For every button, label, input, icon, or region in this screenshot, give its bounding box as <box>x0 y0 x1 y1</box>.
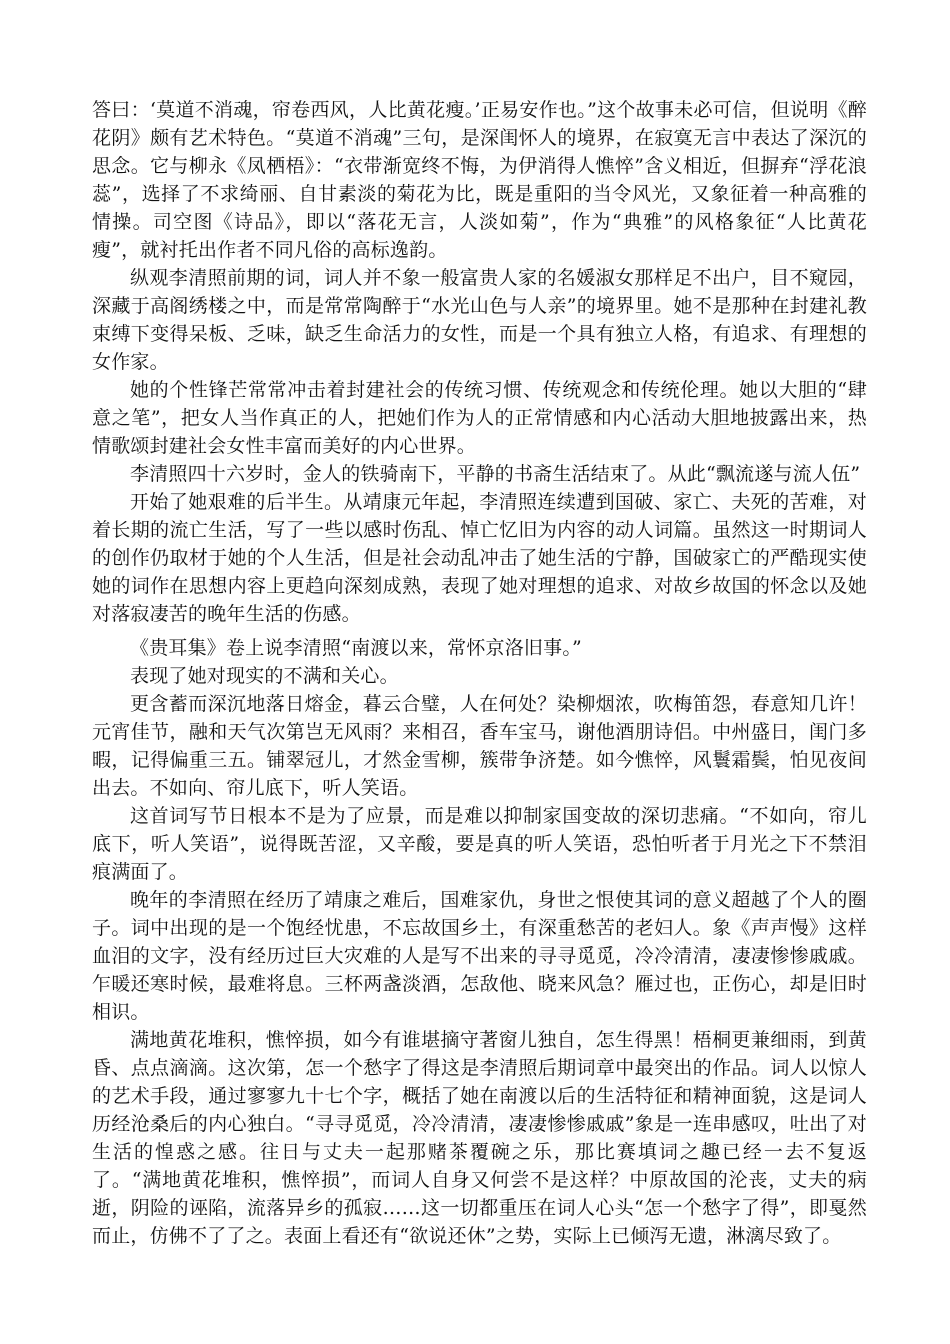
paragraph-2: 纵观李清照前期的词，词人并不象一般富贵人家的名媛淑女那样足不出户，目不窥园，深藏于高阁绣楼之中，而是常常陶醉于“水光山色与人亲”的境界里。她不是那种在封建礼教束缚下变得呆板、乏味，缺乏生命活力的女性，而是一个具有独立人格，有追求、有理想的女作家。 <box>92 267 867 373</box>
paragraph-4: 李清照四十六岁时，金人的铁骑南下，平静的书斋生活结束了。从此“飘流遂与流人伍” <box>130 463 861 485</box>
paragraph-5: 开始了她艰难的后半生。从靖康元年起，李清照连续遭到国破、家亡、夫死的苦难，对着长期的流亡生活，写了一些以感时伤乱、悼亡忆旧为内容的动人词篇。虽然这一时期词人的创作仍取材于她的个人生活，但是社会动乱冲击了她生活的宁静，国破家亡的严酷现实使她的词作在思想内容上更趋向深刻成熟，表现了她对理想的追求、对故乡故国的怀念以及她对落寂凄苦的晚年生活的伤感。 <box>92 491 867 625</box>
paragraph-1: 答曰：‘莫道不消魂，帘卷西风，人比黄花瘦。’正易安作也。”这个故事未必可信，但说明《醉花阴》颇有艺术特色。“莫道不消魂”三句，是深闺怀人的境界，在寂寞无言中表达了深沉的思念。它与柳永《凤栖梧》：“衣带渐宽终不悔，为伊消得人憔悴”含义相近，但摒弃“浮花浪蕊”，选择了不求绮丽、自甘素淡的菊花为比，既是重阳的当令风光，又象征着一种高雅的情操。司空图《诗品》，即以“落花无言，人淡如菊”，作为“典雅”的风格象征“人比黄花瘦”，就衬托出作者不同凡俗的高标逸韵。 <box>92 99 867 261</box>
paragraph-8: 更含蓄而深沉地落日熔金，暮云合璧，人在何处？染柳烟浓，吹梅笛怨，春意知几许！元宵佳节，融和天气次第岂无风雨？来相召，香车宝马，谢他酒朋诗侣。中州盛日，闺门多暇，记得偏重三五。铺翠冠儿，才然金雪柳，簇带争济楚。如今憔悴，风鬟霜鬓，怕见夜间出去。不如向、帘儿底下，听人笑语。 <box>92 693 867 799</box>
paragraph-3: 她的个性锋芒常常冲击着封建社会的传统习惯、传统观念和传统伦理。她以大胆的“肆意之笔”，把女人当作真正的人，把她们作为人的正常情感和内心活动大胆地披露出来，热情歌颂封建社会女性丰富而美好的内心世界。 <box>92 379 867 457</box>
paragraph-7: 表现了她对现实的不满和关心。 <box>130 665 399 687</box>
paragraph-11: 满地黄花堆积，憔悴损，如今有谁堪摘守著窗儿独自，怎生得黑！梧桐更兼细雨，到黄昏、点点滴滴。这次第，怎一个愁字了得这是李清照后期词章中最突出的作品。词人以惊人的艺术手段，通过寥寥九十七个字，概括了她在南渡以后的生活特征和精神面貌，这是词人历经沧桑后的内心独白。“寻寻觅觅，冷冷清清，凄凄惨惨戚戚”象是一连串感叹，吐出了对生活的惶惑之感。往日与丈夫一起那赌茶覆碗之乐，那比赛填词之趣已经一去不复返了。“满地黄花堆积，憔悴损”，而词人自身又何尝不是这样？中原故国的沦丧，丈夫的病逝，阴险的诬陷，流落异乡的孤寂……这一切都重压在词人心头“怎一个愁字了得”，即戛然而止，仿佛不了了之。表面上看还有“欲说还休”之势，实际上已倾泻无遗，淋漓尽致了。 <box>92 1029 867 1247</box>
paragraph-9: 这首词写节日根本不是为了应景，而是难以抑制家国变故的深切悲痛。“不如向，帘儿底下，听人笑语”，说得既苦涩，又辛酸，要是真的听人笑语，恐怕听者于月光之下不禁泪痕满面了。 <box>92 805 867 883</box>
paragraph-6: 《贵耳集》卷上说李清照“南渡以来，常怀京洛旧事。” <box>130 637 582 659</box>
paragraph-10: 晚年的李清照在经历了靖康之难后，国难家仇，身世之恨使其词的意义超越了个人的圈子。词中出现的是一个饱经忧患，不忘故国乡土，有深重愁苦的老妇人。象《声声慢》这样血泪的文字，没有经历过巨大灾难的人是写不出来的寻寻觅觅，冷冷清清，凄凄惨惨戚戚。乍暖还寒时候，最难将息。三杯两盏淡酒，怎敌他、晓来风急？雁过也，正伤心，却是旧时相识。 <box>92 889 867 1023</box>
document-page <box>92 96 867 1250</box>
